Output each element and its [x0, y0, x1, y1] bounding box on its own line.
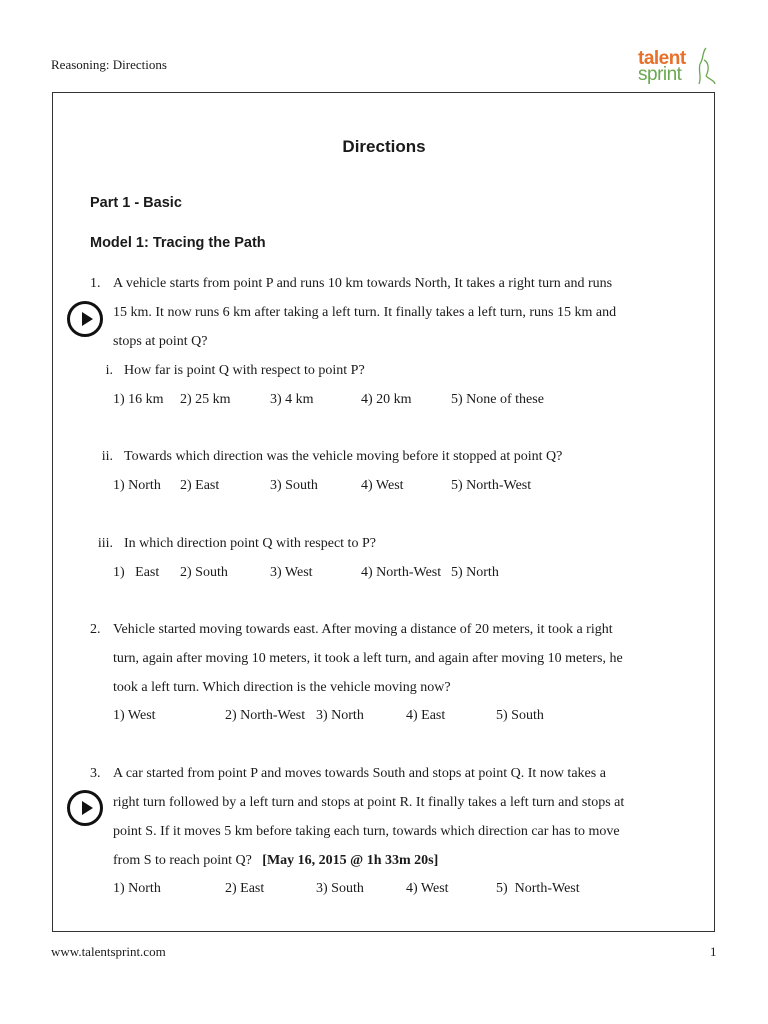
q1-sub-i-number: i. [105, 363, 113, 378]
header-section-title: Reasoning: Directions [51, 57, 167, 72]
q3-line-4-wrap [113, 846, 677, 875]
q3-option-2: 2) East [225, 881, 265, 896]
q1-ii-option-5: 5) North-West [451, 478, 532, 493]
q3-number: 3. [90, 766, 101, 781]
q1-i-option-3: 3) 4 km [270, 392, 314, 407]
q1-ii-option-2: 2) East [180, 478, 220, 493]
q1-iii-option-4: 4) North-West [361, 565, 442, 580]
logo-text-bottom: sprint [638, 64, 682, 85]
q3-line-4: from S to reach point Q? [113, 853, 252, 868]
q1-i-option-2: 2) 25 km [180, 392, 231, 407]
q3-option-1: 1) North [113, 881, 161, 896]
q2-option-4: 4) East [406, 708, 446, 723]
q3-play-video-button[interactable] [67, 790, 103, 826]
q3-option-5: 5) North-West [496, 881, 580, 896]
q1-sub-ii-number: ii. [101, 449, 113, 464]
q3-option-3: 3) South [316, 881, 364, 896]
q1-sub-i-text: How far is point Q with respect to point P? [124, 363, 365, 378]
q1-iii-option-5: 5) North [451, 565, 499, 580]
q1-sub-ii-text: Towards which direction was the vehicle moving before it stopped at point Q? [124, 449, 563, 464]
q3-option-4: 4) West [406, 881, 449, 896]
runner-icon [696, 46, 716, 86]
model-heading: Model 1: Tracing the Path [90, 235, 266, 251]
q2-line-1: Vehicle started moving towards east. After moving a distance of 20 meters, it took a right [113, 622, 613, 637]
q1-i-option-1: 1) 16 km [113, 392, 164, 407]
q1-line-1: A vehicle starts from point P and runs 10 km towards North, It takes a right turn and runs [113, 276, 613, 291]
q3-text [113, 759, 677, 875]
q1-sub-iii-text: In which direction point Q with respect to P? [124, 536, 376, 551]
q1-line-3: stops at point Q? [113, 334, 208, 349]
q2-line-3: took a left turn. Which direction is the vehicle moving now? [113, 680, 451, 695]
q1-iii-option-1: 1) East [113, 565, 160, 580]
footer-url: www.talentsprint.com [51, 944, 166, 959]
q3-line-3: point S. If it moves 5 km before taking each turn, towards which direction car has to move [113, 824, 620, 839]
page-title: Directions [342, 137, 426, 156]
q1-ii-option-3: 3) South [270, 478, 318, 493]
talentsprint-logo [638, 44, 718, 88]
q3-line-1: A car started from point P and moves towards South and stops at point Q. It now takes a [113, 766, 606, 781]
q1-ii-option-1: 1) North [113, 478, 161, 493]
q1-i-option-4: 4) 20 km [361, 392, 412, 407]
q3-timestamp-tag: [May 16, 2015 @ 1h 33m 20s] [262, 853, 439, 868]
q2-line-2: turn, again after moving 10 meters, it took a left turn, and again after moving 10 meters, he [113, 651, 623, 666]
q3-line-2: right turn followed by a left turn and stops at point R. It finally takes a left turn and stops at [113, 795, 625, 810]
q1-iii-option-3: 3) West [270, 565, 313, 580]
part-heading: Part 1 - Basic [90, 195, 182, 211]
page-number: 1 [710, 944, 717, 959]
q1-sub-iii-number: iii. [97, 536, 113, 551]
q2-option-3: 3) North [316, 708, 364, 723]
q2-number: 2. [90, 622, 101, 637]
q1-line-2: 15 km. It now runs 6 km after taking a left turn. It finally takes a left turn, runs 15 km and [113, 305, 617, 320]
q1-i-option-5: 5) None of these [451, 392, 544, 407]
logo-text-top: talent [638, 48, 686, 69]
q1-text [113, 269, 677, 356]
q2-option-2: 2) North-West [225, 708, 306, 723]
q2-text [113, 615, 677, 702]
q1-play-video-button[interactable] [67, 301, 103, 337]
q2-option-5: 5) South [496, 708, 544, 723]
q2-option-1: 1) West [113, 708, 156, 723]
q1-number: 1. [90, 276, 101, 291]
q1-ii-option-4: 4) West [361, 478, 404, 493]
q1-iii-option-2: 2) South [180, 565, 228, 580]
